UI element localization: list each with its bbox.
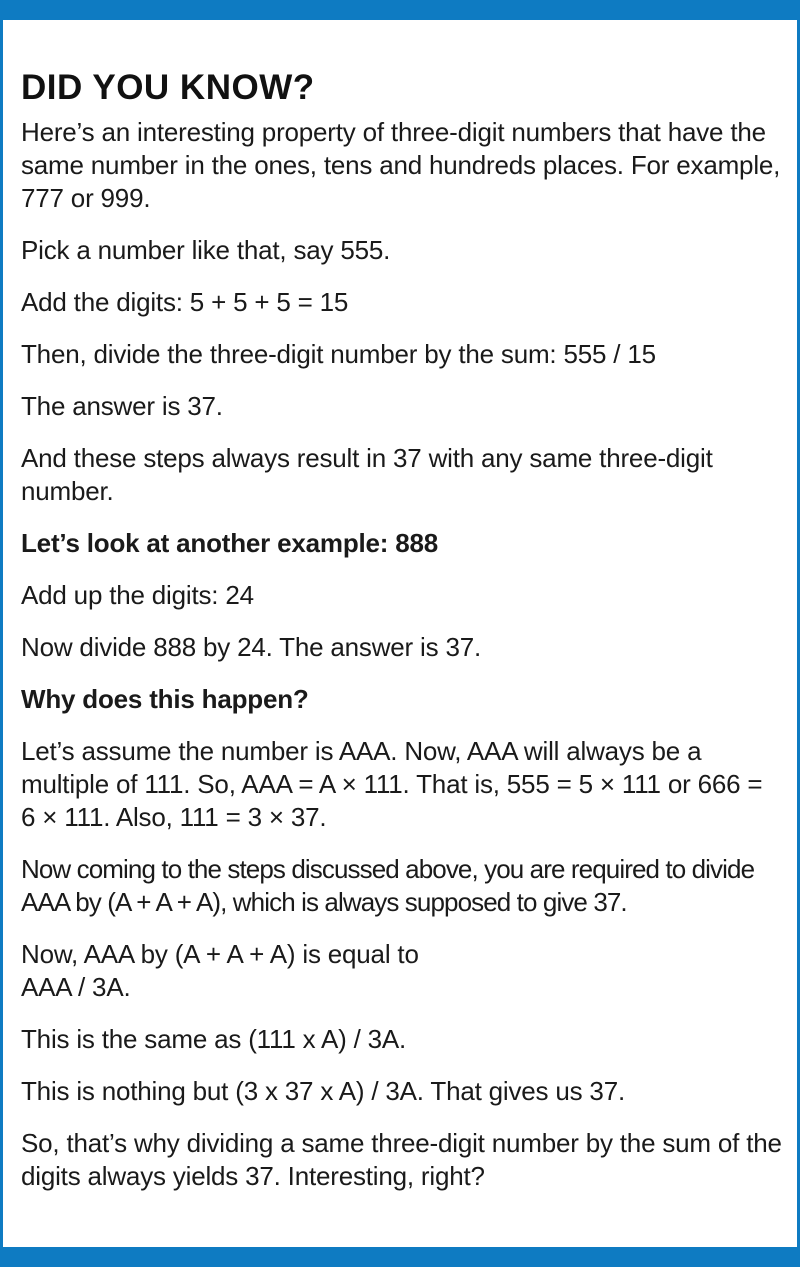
paragraph-answer: The answer is 37. xyxy=(21,391,223,421)
box-title: DID YOU KNOW? xyxy=(21,68,315,107)
paragraph-assume-aaa: Let’s assume the number is AAA. Now, AAA will always be a multiple of 111. So, AAA = A × 111. That is, 555 = 5 × 111 or 666 = 6 × 111. Also, 111 = 3 × 37. xyxy=(21,736,763,832)
subheading-another-example: Let’s look at another example: 888 xyxy=(21,528,439,558)
paragraph-divide-888: Now divide 888 by 24. The answer is 37. xyxy=(21,632,481,662)
paragraph-nothing-but: This is nothing but (3 x 37 x A) / 3A. That gives us 37. xyxy=(21,1076,625,1106)
paragraph-divide: Then, divide the three-digit number by the sum: 555 / 15 xyxy=(21,339,656,369)
paragraph-same-as: This is the same as (111 x A) / 3A. xyxy=(21,1024,407,1054)
paragraph-aaa-by-3a xyxy=(21,938,783,1004)
paragraph-always-37: And these steps always result in 37 with any same three-digit number. xyxy=(21,443,713,506)
paragraph-steps-discussed: Now coming to the steps discussed above, you are required to divide AAA by (A + A + A), which is always supposed to give 37. xyxy=(21,854,755,917)
paragraph-add-digits: Add the digits: 5 + 5 + 5 = 15 xyxy=(21,287,349,317)
paragraph-intro: Here’s an interesting property of three-digit numbers that have the same number in the ones, tens and hundreds places. For example, 777 or 999. xyxy=(21,117,781,213)
paragraph-add-up-digits: Add up the digits: 24 xyxy=(21,580,254,610)
paragraph-aaa-by-3a-line2: AAA / 3A. xyxy=(21,972,131,1002)
paragraph-aaa-by-3a-line1: Now, AAA by (A + A + A) is equal to xyxy=(21,939,419,969)
info-box-content xyxy=(21,68,783,1212)
subheading-why: Why does this happen? xyxy=(21,684,309,714)
paragraph-pick-number: Pick a number like that, say 555. xyxy=(21,235,391,265)
paragraph-conclusion: So, that’s why dividing a same three-digit number by the sum of the digits always yields 37. Interesting, right? xyxy=(21,1128,782,1191)
